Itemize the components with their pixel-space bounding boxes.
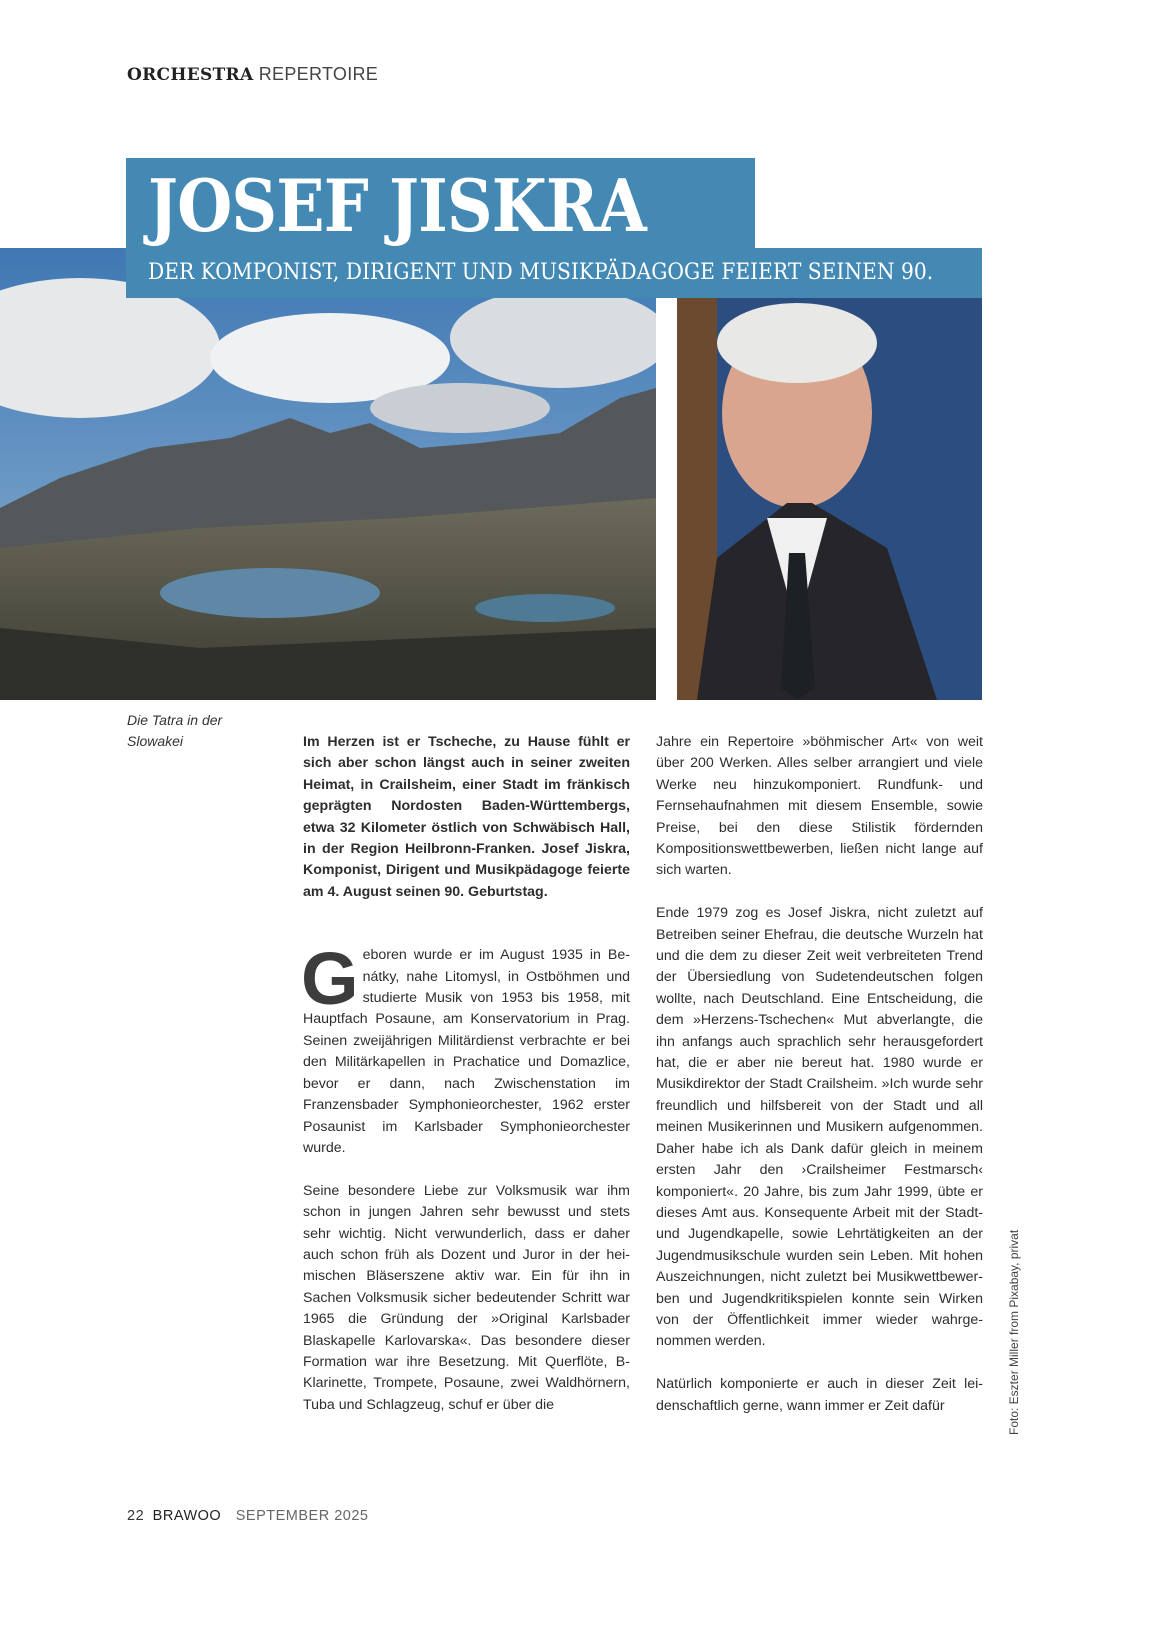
article-subtitle: DER KOMPONIST, DIRIGENT UND MUSIKPÄDAGOGE FEIERT SEINEN 90. bbox=[148, 260, 934, 285]
body-paragraph: eboren wurde er im August 1935 in Benátky, nahe Litomysl, in Ostböhmen und studierte Musik von 1953 bis 1958, mit Hauptfach Posaune, am Konservatorium in Prag. Seinen zweijährigen Militärdienst verbrachte er bei den Militärkapellen in Prachatice und Domazlice, bevor er dann, nach Zwischenstation im Franzensbader Symphonieorchester, 1962 erster Posaunist im Karlsbader Symphonieorchester wurde. bbox=[303, 947, 630, 1156]
drop-cap: G bbox=[301, 937, 359, 1021]
tatra-landscape-image bbox=[0, 248, 656, 700]
section-name: ORCHESTRA bbox=[127, 65, 254, 85]
lead-paragraph: Im Herzen ist er Tscheche, zu Hause fühlt er sich aber schon längst auch in seiner zweiten Heimat, in Crailsheim, einer Stadt im fränkisch geprägten Nordosten Baden-Württembergs, etwa 32 Kilometer östlich von Schwäbisch Hall, in der Region Heilbronn-Franken. Josef Jiskra, Komponist, Dirigent und Musikpädagoge feierte am 4. August seinen 90. Geburtstag. bbox=[303, 734, 630, 900]
body-paragraph: Seine besondere Liebe zur Volksmusik war ihm schon in jungen Jahren sehr bewusst und stets sehr wichtig. Nicht verwunderlich, dass er daher auch schon früh als Dozent und Juror in der heimischen Bläserszene aktiv war. Ein für ihn in Sachen Volksmusik sicher bedeutender Schritt war 1965 die Gründung der »Original Karlsbader Blaskapelle Karlovarska«. Das besondere dieser Formation war ihre Besetzung. Mit Querflöte, B-Klarinette, Trompete, Posaune, zwei Waldhörnern, Tuba und Schlagzeug, schuf er über die bbox=[303, 1182, 630, 1413]
text-column-2 bbox=[656, 732, 983, 1438]
page-number: 22 bbox=[127, 1508, 145, 1524]
josef-jiskra-portrait-image bbox=[677, 298, 982, 700]
section-header bbox=[127, 64, 378, 85]
page-footer bbox=[127, 1508, 368, 1524]
magazine-name: BRAWOO bbox=[152, 1508, 222, 1524]
issue-date: SEPTEMBER 2025 bbox=[235, 1508, 369, 1524]
body-paragraph: Natürlich komponierte er auch in dieser Zeit leidenschaftlich gerne, wann immer er Zeit dafür bbox=[656, 1376, 983, 1414]
body-paragraph: Jahre ein Repertoire »böhmischer Art« von weit über 200 Werken. Alles selber arrangiert und viele Werke neu hinzukomponiert. Rundfunk- und Fernsehaufnahmen mit diesem Ensemble, sowie Preise, bei den diese Stilistik fördernden Kompositionswettbewerben, ließen nicht lange auf sich warten. bbox=[656, 734, 983, 879]
body-paragraph: Ende 1979 zog es Josef Jiskra, nicht zuletzt auf Betreiben seiner Ehefrau, die deutsche Wurzeln hat und die dem zu dieser Zeit weit verbreiteten Trend der Übersiedlung von Sudetendeutschen folgen wollte, nach Deutschland. Eine Entscheidung, die dem »Herzens-Tschechen« Mut abverlangte, die ihn anfangs auch sprachlich sehr herausgefordert hat, die er aber nie bereut hat. 1980 wurde er Musikdirektor der Stadt Crailsheim. »Ich wurde sehr freundlich und hilfsbereit von der Stadt und all meinen Musikerinnen und Musikern aufgenommen. Daher habe ich als Dank dafür gleich in meinem ersten Jahr den ›Crailsheimer Festmarsch‹ komponiert«. 20 Jahre, bis zum Jahr 1999, übte er dieses Amt aus. Konsequente Arbeit mit der Stadt- und Jugendkapelle, sowie Lehrtätigkeiten an der Jugendmusikschule wurden sein Leben. Mit hohen Auszeichnungen, nicht zuletzt bei Musikwettbewerben und Jugendkritikspielen konnte sein Wirken von der Öffentlichkeit immer wieder wahrgenommen werden. bbox=[656, 905, 983, 1350]
section-subname: REPERTOIRE bbox=[258, 64, 379, 84]
image-caption: Die Tatra in der Slowakei bbox=[127, 712, 223, 750]
article-title: JOSEF JISKRA bbox=[148, 163, 646, 248]
text-column-1 bbox=[303, 732, 630, 1438]
mountain-lake-photo bbox=[0, 248, 656, 700]
photo-credit: Foto: Eszter Miller from Pixabay, privat bbox=[1007, 1229, 1021, 1435]
portrait-photo bbox=[677, 298, 982, 700]
